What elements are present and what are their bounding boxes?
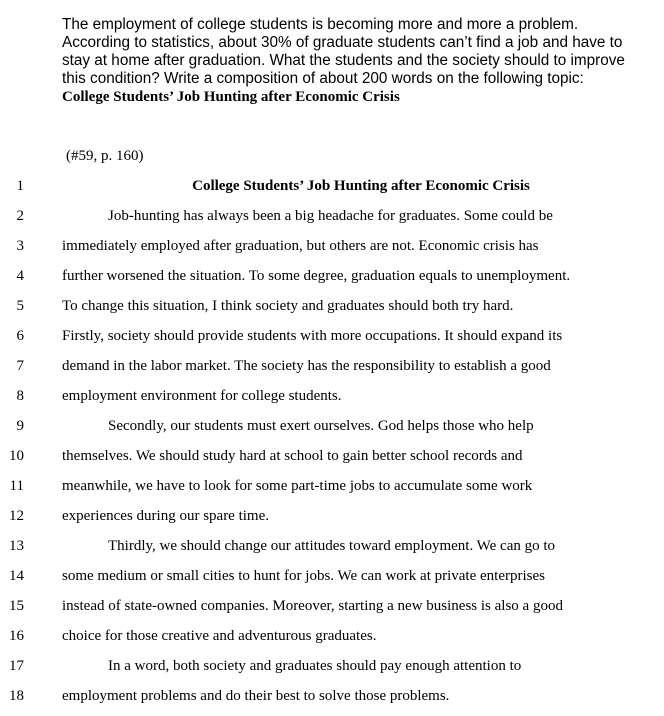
essay-line [0,656,664,686]
prompt-line: According to statistics, about 30% of graduate students can’t find a job and have to [62,34,623,51]
essay-line [0,416,664,446]
line-text: employment problems and do their best to solve those problems. [62,688,450,704]
line-number: 17 [9,658,24,674]
prompt-text [62,16,658,106]
essay-line [0,266,664,296]
line-number: 9 [16,418,24,434]
line-text: some medium or small cities to hunt for jobs. We can work at private enterprises [62,568,545,584]
line-text: instead of state-owned companies. Moreover, starting a new business is also a good [62,598,563,614]
prompt-topic: College Students’ Job Hunting after Economic Crisis [62,89,400,105]
line-number: 12 [9,508,24,524]
essay-line [0,476,664,506]
line-number: 8 [16,388,24,404]
line-text: choice for those creative and adventurous graduates. [62,628,377,644]
essay-line [0,176,664,206]
line-number: 13 [9,538,24,554]
line-text: immediately employed after graduation, but others are not. Economic crisis has [62,238,539,254]
line-number: 4 [16,268,24,284]
line-text: further worsened the situation. To some degree, graduation equals to unemployment. [62,268,571,284]
line-number: 18 [9,688,24,704]
prompt-line: stay at home after graduation. What the students and the society should to improve [62,52,625,69]
line-number: 2 [16,208,24,224]
essay-body [0,176,664,716]
line-text: Job-hunting has always been a big headache for graduates. Some could be [108,208,553,224]
line-number: 11 [9,478,24,494]
line-number: 15 [9,598,24,614]
line-text: To change this situation, I think society and graduates should both try hard. [62,298,514,314]
prompt-line: The employment of college students is becoming more and more a problem. [62,16,579,33]
line-text: In a word, both society and graduates should pay enough attention to [108,658,522,674]
line-number: 14 [9,568,24,584]
essay-line [0,446,664,476]
line-number: 6 [16,328,24,344]
essay-line [0,356,664,386]
line-number: 5 [16,298,24,314]
essay-line [0,626,664,656]
line-number: 10 [9,448,24,464]
line-text: Firstly, society should provide students with more occupations. It should expand its [62,328,563,344]
prompt-line: this condition? Write a composition of about 200 words on the following topic: [62,70,584,87]
source-reference: (#59, p. 160) [66,148,144,164]
line-text: experiences during our spare time. [62,508,270,524]
essay-line [0,566,664,596]
essay-line [0,326,664,356]
line-number: 1 [16,178,24,194]
essay-line [0,506,664,536]
line-text: meanwhile, we have to look for some part-time jobs to accumulate some work [62,478,533,494]
essay-line [0,686,664,716]
essay-title: College Students’ Job Hunting after Economic Crisis [192,178,530,194]
line-number: 7 [16,358,24,374]
essay-line [0,386,664,416]
essay-line [0,536,664,566]
line-text: Thirdly, we should change our attitudes toward employment. We can go to [108,538,556,554]
essay-line [0,596,664,626]
line-text: employment environment for college students. [62,388,342,404]
essay-line [0,236,664,266]
line-number: 3 [16,238,24,254]
essay-line [0,296,664,326]
line-text: themselves. We should study hard at school to gain better school records and [62,448,523,464]
line-number: 16 [9,628,24,644]
line-text: Secondly, our students must exert ourselves. God helps those who help [108,418,534,434]
essay-line [0,206,664,236]
line-text: demand in the labor market. The society has the responsibility to establish a good [62,358,551,374]
